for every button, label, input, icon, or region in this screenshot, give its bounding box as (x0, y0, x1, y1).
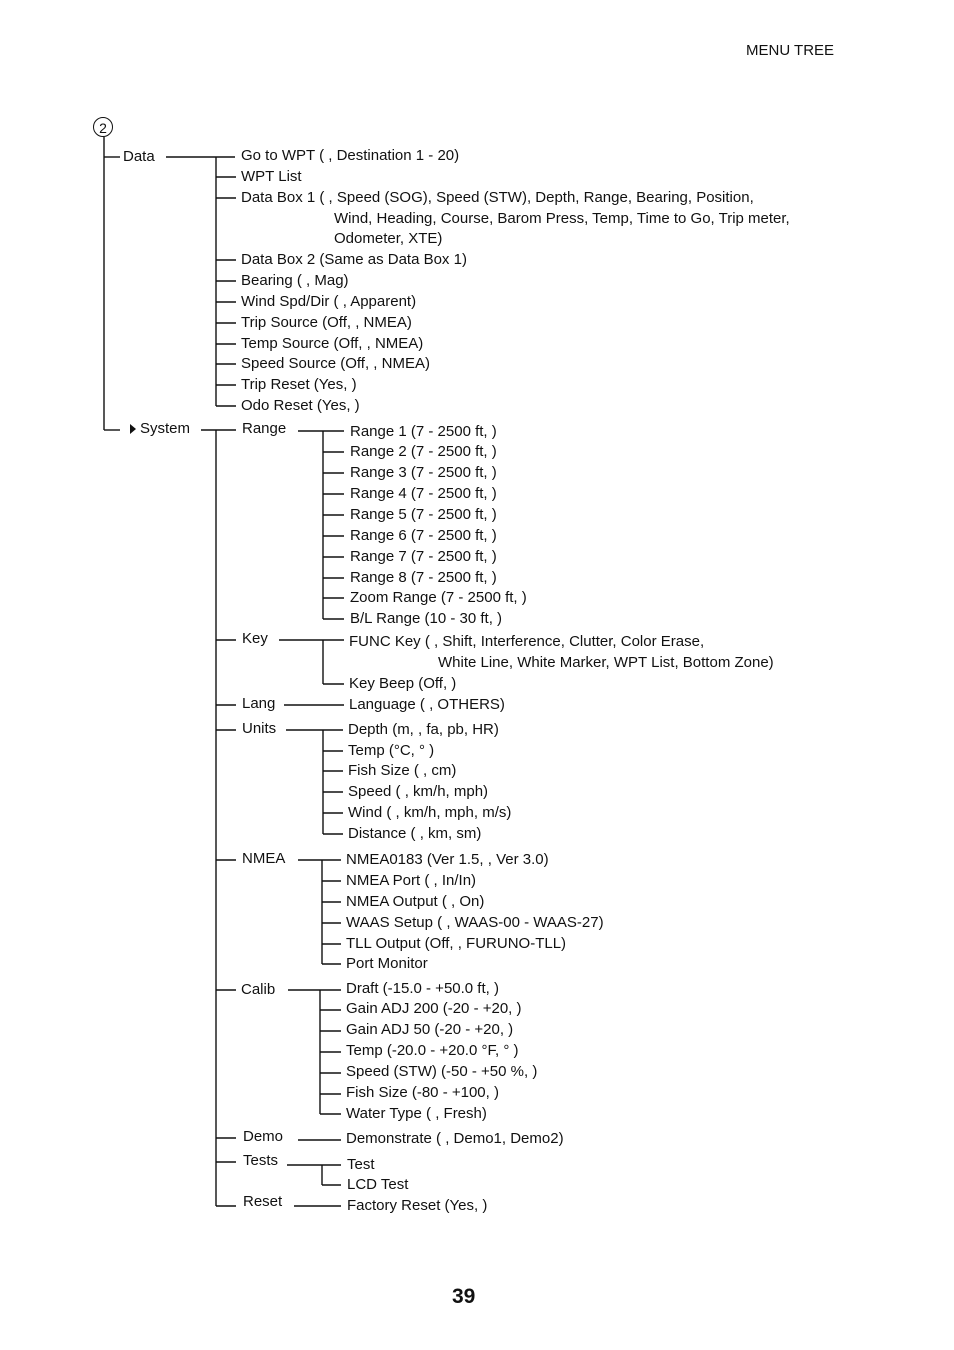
data-item: Speed Source (Off, , NMEA) (241, 355, 430, 372)
page-number: 39 (452, 1285, 476, 1308)
submenu-demo: Demo (243, 1128, 284, 1145)
submenu-reset: Reset (243, 1193, 283, 1210)
data-item: Bearing ( , Mag) (241, 272, 349, 289)
range-item: Range 8 (7 - 2500 ft, ) (350, 569, 497, 586)
units-item: Temp (°C, ° ) (348, 742, 435, 759)
submenu-tests: Tests (243, 1152, 279, 1169)
units-item: Depth (m, , fa, pb, HR) (348, 721, 499, 738)
tests-item: Test (347, 1156, 375, 1173)
data-item: Trip Reset (Yes, ) (241, 376, 357, 393)
submenu-nmea: NMEA (242, 850, 286, 867)
range-item: B/L Range (10 - 30 ft, ) (350, 610, 503, 627)
data-item: WPT List (241, 168, 302, 185)
range-item: Range 7 (7 - 2500 ft, ) (350, 548, 497, 565)
page-header: MENU TREE (746, 42, 835, 59)
data-item: Wind, Heading, Course, Barom Press, Temp, Time to Go, Trip meter, (334, 210, 790, 227)
nmea-item: NMEA Port ( , In/In) (346, 872, 477, 889)
units-item: Wind ( , km/h, mph, m/s) (348, 804, 512, 821)
calib-item: Water Type ( , Fresh) (346, 1105, 487, 1122)
units-item: Distance ( , km, sm) (348, 825, 482, 842)
tests-item: LCD Test (347, 1176, 409, 1193)
calib-item: Gain ADJ 50 (-20 - +20, ) (346, 1021, 514, 1038)
nmea-item: WAAS Setup ( , WAAS-00 - WAAS-27) (346, 914, 604, 931)
menu-system: System (140, 420, 191, 437)
range-item: Range 5 (7 - 2500 ft, ) (350, 506, 497, 523)
range-item: Range 2 (7 - 2500 ft, ) (350, 443, 497, 460)
range-item: Range 3 (7 - 2500 ft, ) (350, 464, 497, 481)
submenu-calib: Calib (241, 981, 276, 998)
data-item: Odo Reset (Yes, ) (241, 397, 360, 414)
demo-item: Demonstrate ( , Demo1, Demo2) (346, 1130, 564, 1147)
nmea-item: NMEA0183 (Ver 1.5, , Ver 3.0) (346, 851, 549, 868)
submenu-lang: Lang (242, 695, 276, 712)
data-item: Data Box 2 (Same as Data Box 1) (241, 251, 467, 268)
nmea-item: TLL Output (Off, , FURUNO-TLL) (346, 935, 567, 952)
data-item: Go to WPT ( , Destination 1 - 20) (241, 147, 460, 164)
range-item: Zoom Range (7 - 2500 ft, ) (350, 589, 527, 606)
arrow-right-icon (130, 424, 136, 434)
submenu-units: Units (242, 720, 277, 737)
continuation-marker: 2 (93, 117, 113, 137)
data-item: Odometer, XTE) (334, 230, 443, 247)
reset-item: Factory Reset (Yes, ) (347, 1197, 488, 1214)
menu-data: Data (123, 148, 155, 165)
submenu-range: Range (242, 420, 287, 437)
range-item: Range 4 (7 - 2500 ft, ) (350, 485, 497, 502)
data-item: Trip Source (Off, , NMEA) (241, 314, 412, 331)
key-item: FUNC Key ( , Shift, Interference, Clutter, Color Erase, (349, 633, 705, 650)
calib-item: Temp (-20.0 - +20.0 °F, ° ) (346, 1042, 519, 1059)
units-item: Speed ( , km/h, mph) (348, 783, 489, 800)
calib-item: Fish Size (-80 - +100, ) (346, 1084, 499, 1101)
submenu-key: Key (242, 630, 268, 647)
calib-item: Gain ADJ 200 (-20 - +20, ) (346, 1000, 522, 1017)
calib-item: Speed (STW) (-50 - +50 %, ) (346, 1063, 538, 1080)
units-item: Fish Size ( , cm) (348, 762, 457, 779)
data-item: Data Box 1 ( , Speed (SOG), Speed (STW), Depth, Range, Bearing, Position, (241, 189, 754, 206)
lang-item: Language ( , OTHERS) (349, 696, 505, 713)
nmea-item: Port Monitor (346, 955, 428, 972)
key-item: White Line, White Marker, WPT List, Bottom Zone) (438, 654, 774, 671)
data-item: Wind Spd/Dir ( , Apparent) (241, 293, 417, 310)
nmea-item: NMEA Output ( , On) (346, 893, 485, 910)
key-item: Key Beep (Off, ) (349, 675, 457, 692)
data-item: Temp Source (Off, , NMEA) (241, 335, 424, 352)
range-item: Range 6 (7 - 2500 ft, ) (350, 527, 497, 544)
calib-item: Draft (-15.0 - +50.0 ft, ) (346, 980, 499, 997)
range-item: Range 1 (7 - 2500 ft, ) (350, 423, 497, 440)
